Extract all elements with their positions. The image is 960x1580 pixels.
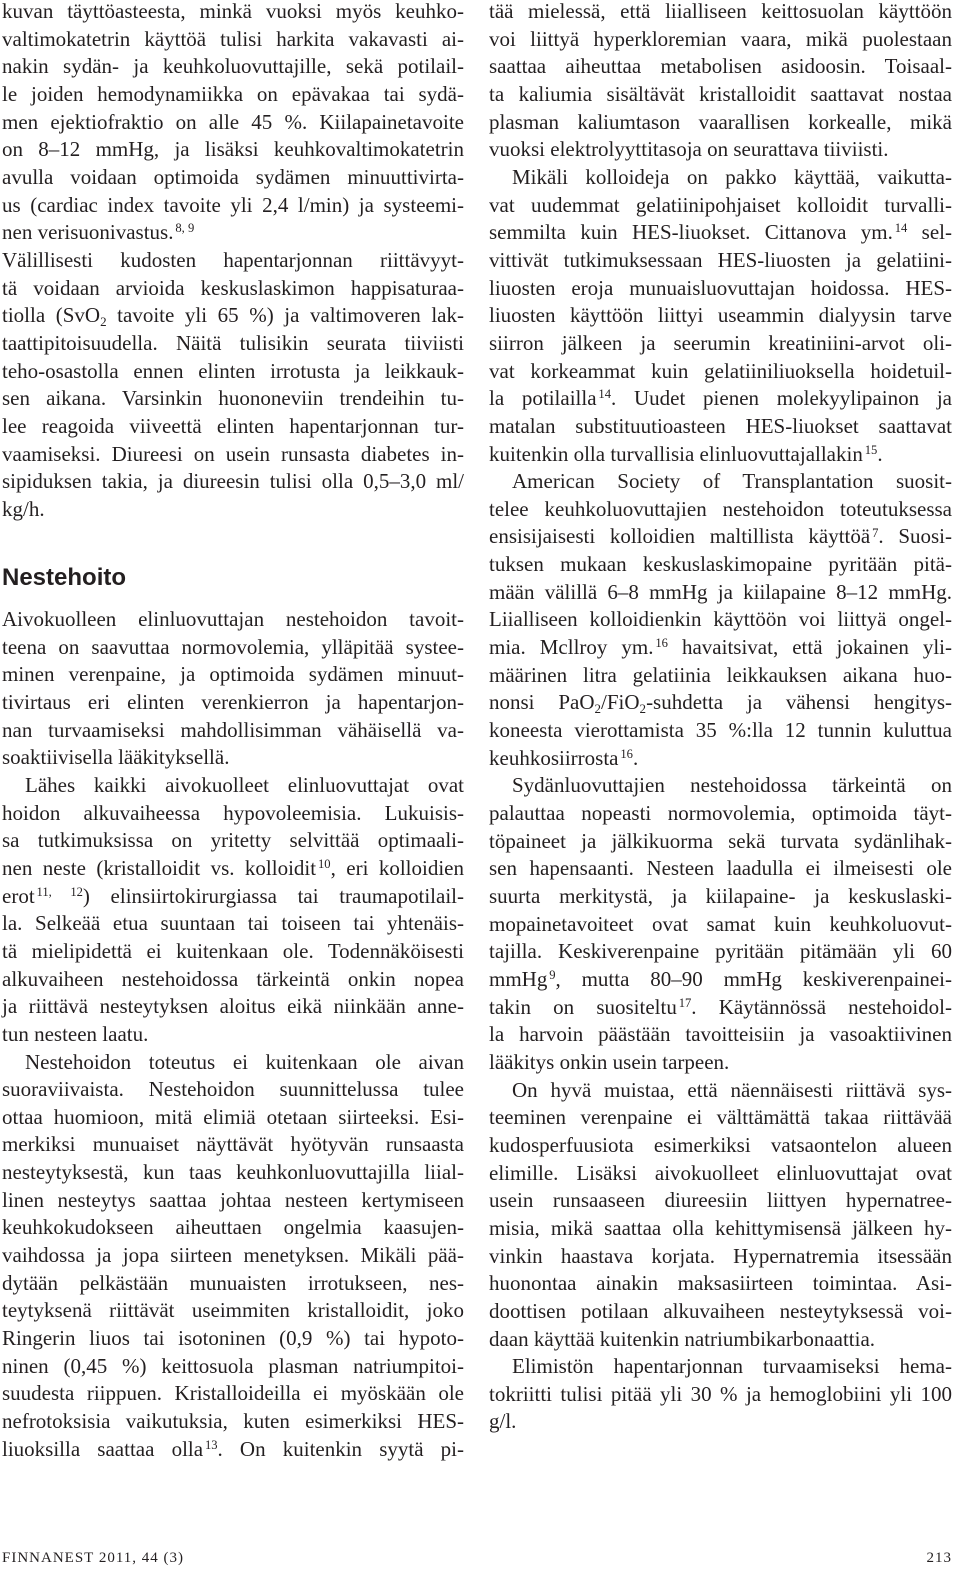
citation-superscript: 9 <box>549 968 556 983</box>
paragraph <box>489 0 952 164</box>
text-line: palauttaa nopeasti normovolemia, optimoida täyt- <box>489 801 952 826</box>
left-column-text-before-heading <box>2 0 464 523</box>
text-line: sen hapensaanti. Nesteen laadulla ei ilmeisesti ole <box>489 856 952 881</box>
text-line: ninen (0,45 %) keittosuola plasman natriumpitoi- <box>2 1353 464 1378</box>
text-line: tivirtaus eri elinten verenkierron ja hapentarjon- <box>2 689 464 714</box>
text-line: hoidon alkuvaiheessa hypovoleemisia. Lukuisis- <box>2 800 464 825</box>
text-line: alkuvaiheen nestehoidossa tärkeintä onkin nopea <box>2 966 464 991</box>
text-line: Lähes kaikki aivokuolleet elinluovuttajat ovat <box>25 772 464 797</box>
text-line: siirron jälkeen ja seerumin kreatiniini-arvot oli- <box>489 330 952 355</box>
text-line: suoraviivaista. Nestehoidon suunnittelussa tulee <box>2 1077 464 1102</box>
text-line: semmilta kuin HES-liuokset. Cittanova ym. $^{14}$ sel- <box>489 220 952 245</box>
citation-superscript: 16 <box>620 746 633 761</box>
text-line: liuoksilla saattaa olla $^{13}$. On kuitenkin syytä pi- <box>2 1436 464 1461</box>
text-line: dytään pelkästään munuaisten irrotukseen, nes- <box>2 1270 464 1295</box>
text-line: liuosten käyttöön liittyi useammin dialyysin tarve <box>489 303 952 328</box>
text-line: mään välillä 6–8 mmHg ja kiilapaine 8–12 mmHg. <box>489 579 952 604</box>
text-line: le joiden hemodynamiikka on epävakaa tai sydä- <box>2 81 464 106</box>
citation-superscript: 13 <box>204 1437 218 1452</box>
text-line: American Society of Transplantation suosit- <box>512 469 952 494</box>
text-line: tä voidaan arvioida keskuslaskimon happisaturaa- <box>2 275 464 300</box>
text-line: avulla voidaan optimoida sydämen minuuttivirta- <box>2 164 464 189</box>
text-line: keuhkosiirrosta $^{16}$. <box>489 745 639 770</box>
text-line: mmHg $^9$, mutta 80–90 mmHg keskiverenpainei- <box>489 966 952 991</box>
citation-superscript: 8, 9 <box>175 221 195 236</box>
paragraph <box>2 606 464 772</box>
paragraph <box>489 468 952 772</box>
text-line: teytyksenä riittävät useimmiten kristalloidit, joko <box>2 1298 464 1323</box>
text-line: töpaineet ja jälkikuorma sekä turvata sydänlihak- <box>489 828 952 853</box>
text-line: merkiksi munuaiset näyttävät hyötyvän runsaasta <box>2 1132 464 1157</box>
text-line: nesteytyksestä, kun taas keuhkonluovuttajilla liial- <box>2 1160 464 1185</box>
text-line: kuvan täyttöasteesta, minkä vuoksi myös keuhko- <box>2 0 464 23</box>
text-line: kudosperfuusiota esimerkiksi vatsaontelon alueen <box>489 1132 952 1157</box>
text-line: men ejektiofraktio on alle 45 %. Kiilapainetavoite <box>2 109 464 134</box>
paragraph <box>2 247 464 524</box>
text-line: la potilailla $^{14}$. Uudet pienen molekyylipainon ja <box>489 386 952 411</box>
text-line: usein runsaaseen diureesiin liittyen hypernatree- <box>489 1188 952 1213</box>
text-line: liuosten eroja munuaisluovuttajan hoidossa. HES- <box>489 275 952 300</box>
text-line: Ringerin liuos tai isotoninen (0,9 %) tai hypoto- <box>2 1326 464 1351</box>
text-line: vat uudemmat gelatiinipohjaiset kolloidit turvalli- <box>489 192 952 217</box>
text-line: tun nesteen laatu. <box>2 1021 149 1046</box>
text-line: vaamiseksi. Diureesi on usein runsasta diabetes in- <box>2 441 464 466</box>
text-line: suudesta riippuen. Kristalloideilla ei myöskään ole <box>2 1381 464 1406</box>
text-line: us (cardiac index tavoite yli 2,4 l/min) ja systeemi- <box>2 192 464 217</box>
text-line: tiolla (SvO$_2$ tavoite yli 65 %) ja valtimoveren lak- <box>2 303 464 330</box>
subscript: 2 <box>100 314 107 330</box>
text-line: Liialliseen kolloidienkin käyttöön voi liittyä ongel- <box>489 607 952 632</box>
text-line: teena on saavuttaa normovolemia, ylläpitää systee- <box>2 634 464 659</box>
text-line: ottaa huomioon, mitä elimiä otetaan siirteeksi. Esi- <box>2 1104 464 1129</box>
text-line: ja riittävä nesteytyksen aloitus eikä niinkään anne- <box>2 994 464 1019</box>
text-line: matalan substituutioasteen HES-liuokset saattavat <box>489 413 952 438</box>
citation-superscript: 11, 12 <box>36 884 83 899</box>
text-line: lääkitys onkin usein tarpeen. <box>489 1049 730 1074</box>
text-line: elimille. Lisäksi aivokuolleet elinluovuttajat ovat <box>489 1160 952 1185</box>
text-line: Nestehoidon toteutus ei kuitenkaan ole aivan <box>25 1049 464 1074</box>
text-line: vat korkeammat kuin gelatiiniliuoksella hoidetuil- <box>489 358 952 383</box>
citation-superscript: 14 <box>894 221 908 236</box>
citation-superscript: 16 <box>655 636 668 651</box>
citation-superscript: 15 <box>864 442 878 457</box>
text-line: Mikäli kolloideja on pakko käyttää, vaikutta- <box>512 164 952 189</box>
text-line: la harvoin päästään tavoitteisiin ja vasoaktiivinen <box>489 1022 952 1047</box>
page-number: 213 <box>926 1550 952 1566</box>
text-line: Sydänluovuttajien nestehoidossa tärkeintä on <box>512 773 952 798</box>
text-line: daan käyttää kuitenkin natriumbikarbonaattia. <box>489 1326 876 1351</box>
citation-superscript: 17 <box>678 995 692 1010</box>
text-line: määrinen litra gelatiinia leikkauksen aikana huo- <box>489 662 952 687</box>
text-line: linen nesteytys saattaa johtaa nesteen kertymiseen <box>2 1187 464 1212</box>
text-line: doottisen potilaan alkuvaiheen nesteytyksessä voi- <box>489 1298 952 1323</box>
paragraph <box>489 164 952 468</box>
text-line: sen aikana. Varsinkin huononeviin trendeihin tu- <box>2 386 464 411</box>
text-line: sa tutkimuksissa on yritetty selvittää optimaali- <box>2 828 464 853</box>
subscript: 2 <box>594 701 602 717</box>
text-line: vaihdossa ja jopa siirteen menetyksen. Mikäli pää- <box>2 1243 464 1268</box>
text-line: teho-osastolla ennen elinten irrotusta ja leikkauk- <box>2 358 464 383</box>
text-line: koneesta vierottamista 35 %:lla 12 tunnin kuluttua <box>489 718 952 743</box>
text-line: vittivät tutkimuksessaan HES-liuosten ja gelatiini- <box>489 247 952 272</box>
text-line: nen neste (kristalloidit vs. kolloidit $^{10}$, eri kolloidien <box>2 855 464 880</box>
text-line: nonsi PaO$_2$/FiO$_2$-suhdetta ja vähensi hengitys- <box>489 690 952 717</box>
text-line: huonontaa ainakin maksasiirteen toimintaa. Asi- <box>489 1271 952 1296</box>
text-line: tuksen mukaan keskuslaskimopaine pyritään pitä- <box>489 552 952 577</box>
text-line: sipiduksen takia, ja diureesin tulisi olla 0,5–3,0 ml/ <box>2 469 464 494</box>
text-line: tokriitti tulisi pitää yli 30 % ja hemoglobiini yli 100 <box>489 1381 952 1406</box>
paragraph <box>489 772 952 1076</box>
text-line: Elimistön hapentarjonnan turvaamiseksi hema- <box>512 1354 952 1379</box>
paragraph <box>2 1049 464 1464</box>
text-line: taattipitoisuudella. Näitä tulisikin seurata tiiviisti <box>2 330 464 355</box>
paragraph <box>489 1353 952 1436</box>
paragraph <box>2 772 464 1049</box>
text-line: nefrotoksisia vaikutuksia, kuten esimerkiksi HES- <box>2 1409 464 1434</box>
text-line: Välillisesti kudosten hapentarjonnan riittävyyt- <box>2 247 464 272</box>
text-line: On hyvä muistaa, että näennäisesti riittävä sys- <box>512 1077 952 1102</box>
right-column-text <box>489 0 952 1436</box>
citation-superscript: 7 <box>872 525 879 540</box>
text-line: ta kaliumia sisältävät kristalloidit saattavat nostaa <box>489 81 952 106</box>
text-line: kg/h. <box>2 496 45 521</box>
text-line: mia. Mcllroy ym. $^{16}$ havaitsivat, että jokainen yli- <box>489 635 952 660</box>
text-line: keuhkokudokseen aiheuttaen ongelmia kaasujen- <box>2 1215 464 1240</box>
text-line: vinkin haastava korjata. Hypernatremia itsessään <box>489 1243 952 1268</box>
paragraph <box>2 0 464 247</box>
paragraph <box>489 1077 952 1354</box>
text-line: ensisijaisesti kolloidien maltillista käyttöä $^7$. Suosi- <box>489 524 952 549</box>
left-column-text-after-heading <box>2 606 464 1463</box>
text-line: teeminen verenpaine ei välttämättä takaa riittävää <box>489 1105 952 1130</box>
text-line: g/l. <box>489 1409 517 1434</box>
text-line: nan turvaamiseksi mahdollisimman vähäisellä va- <box>2 717 464 742</box>
text-line: telee keuhkoluovuttajien nestehoidon toteutuksessa <box>489 496 952 521</box>
text-line: suurta merkitystä, ja kiilapaine- ja keskuslaski- <box>489 884 952 908</box>
text-line: voi liittyä hyperkloremian vaara, mikä puolestaan <box>489 26 952 51</box>
citation-superscript: 10 <box>317 856 331 871</box>
subscript: 2 <box>639 701 647 717</box>
text-line: tää mielessä, että liialliseen keittosuolan käyttöön <box>489 0 952 23</box>
citation-superscript: 14 <box>598 387 612 402</box>
journal-citation-footer: FINNANEST 2011, 44 (3) <box>2 1550 184 1566</box>
text-line: lee reagoida viiveettä elinten hapentarjonnan tur- <box>2 413 464 438</box>
text-line: minen verenpaine, ja optimoida sydämen minuut- <box>2 662 464 687</box>
text-line: nen verisuonivastus. $^{8, 9}$ <box>2 220 195 245</box>
text-line: plasman kaliumtason vaarallisen korkealle, mikä <box>489 109 952 134</box>
text-line: tä mielipidettä ei kuitenkaan ole. Todennäköisesti <box>2 938 464 963</box>
text-line: vuoksi elektrolyyttitasoja on seurattava tiiviisti. <box>489 137 889 162</box>
text-line: Aivokuolleen elinluovuttajan nestehoidon tavoit- <box>2 607 464 631</box>
text-line: saattaa aiheuttaa metabolisen asidoosin. Toisaal- <box>489 54 952 79</box>
text-line: erot $^{11, 12}$) elinsiirtokirurgiassa tai traumapotilail- <box>2 883 464 908</box>
text-line: takin on suositeltu $^{17}$. Käytännössä nestehoidol- <box>489 994 952 1019</box>
text-line: mopainetavoiteet ovat samat kuin keuhkoluovut- <box>489 911 952 936</box>
text-line: kuitenkin olla turvallisia elinluovuttajallakin $^{15}$. <box>489 441 883 466</box>
text-line: valtimokatetrin käyttöä tulisi harkita vakavasti ai- <box>2 26 464 51</box>
text-line: misia, mikä saattaa olla kehittymisensä jälkeen hy- <box>489 1215 952 1240</box>
text-line: on 8–12 mmHg, ja lisäksi keuhkovaltimokatetrin <box>2 137 464 162</box>
text-line: tajilla. Keskiverenpaine pyritään pitämään yli 60 <box>489 939 952 964</box>
text-line: soaktiivisella lääkityksellä. <box>2 745 230 770</box>
text-line: nakin sydän- ja keuhkoluovuttajille, sekä potilail- <box>2 54 464 79</box>
section-heading: Nestehoito <box>2 564 127 591</box>
text-line: la. Selkeää etua suuntaan tai toiseen tai yhtenäis- <box>2 911 464 936</box>
